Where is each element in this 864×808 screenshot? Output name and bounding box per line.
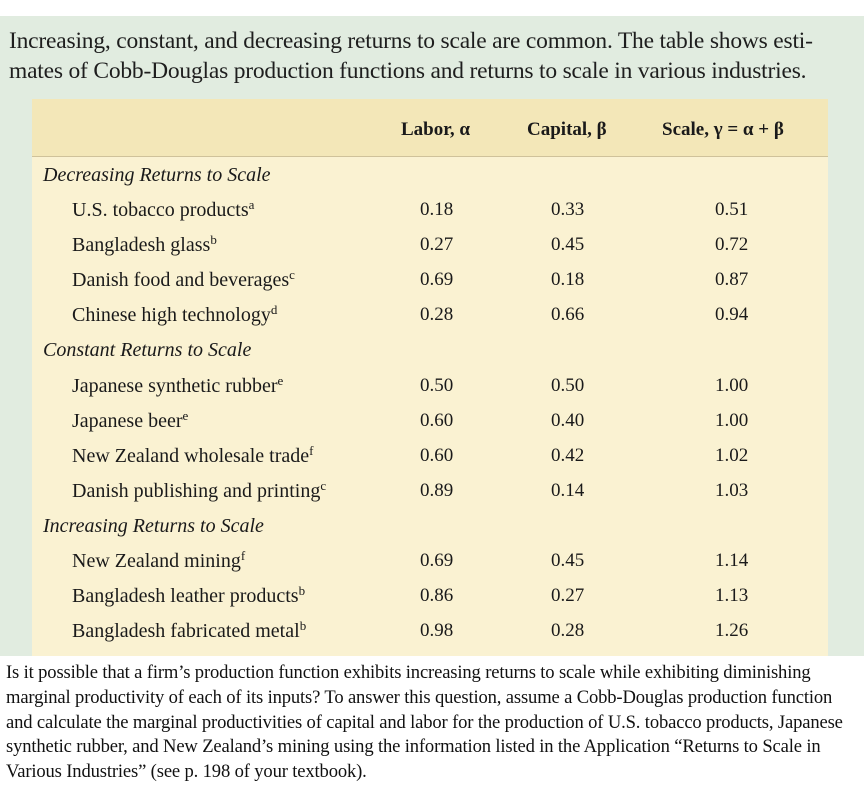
scale-value: 1.26: [715, 620, 749, 641]
col-header-scale: Scale, γ = α + β: [662, 119, 784, 140]
industry-name: Bangladesh leather products$^b$: [72, 583, 306, 607]
footnote-marker: d: [270, 302, 278, 317]
scale-value: 1.13: [715, 585, 749, 606]
capital-value: 0.27: [551, 585, 585, 606]
industry-name: Japanese synthetic rubber$^e$: [72, 373, 284, 397]
footnote-marker: c: [289, 267, 295, 282]
scale-value: 1.02: [715, 445, 749, 466]
table-row: [32, 234, 828, 269]
capital-value: 0.50: [551, 375, 585, 396]
table-row: [32, 550, 828, 585]
capital-value: 0.14: [551, 480, 585, 501]
capital-value: 0.33: [551, 199, 585, 220]
col-header-capital: Capital, β: [527, 119, 607, 140]
scale-value: 1.03: [715, 480, 749, 501]
industry-name: Danish publishing and printing$^c$: [72, 478, 327, 502]
capital-value: 0.66: [551, 304, 585, 325]
labor-value: 0.50: [420, 375, 454, 396]
labor-value: 0.60: [420, 410, 454, 431]
scale-value: 0.94: [715, 304, 749, 325]
footnote-marker: e: [182, 408, 189, 423]
industry-name: Bangladesh glass$^b$: [72, 232, 217, 256]
table-row: [32, 445, 828, 480]
section-title-row: [32, 515, 828, 550]
industry-name: Bangladesh fabricated metal$^b$: [72, 618, 307, 642]
table-row: [32, 480, 828, 515]
industry-name: New Zealand mining$^f$: [72, 548, 246, 572]
capital-value: 0.45: [551, 234, 585, 255]
table-row: [32, 269, 828, 304]
footnote-marker: b: [210, 232, 217, 247]
footnote-marker: c: [320, 478, 327, 493]
table-row: [32, 620, 828, 655]
section-title-row: [32, 339, 828, 374]
scale-value: 0.87: [715, 269, 749, 290]
labor-value: 0.18: [420, 199, 454, 220]
section-title-row: [32, 164, 828, 199]
scale-value: 1.14: [715, 550, 749, 571]
industry-name: Chinese high technology$^d$: [72, 302, 278, 326]
footnote-marker: b: [298, 583, 306, 598]
table-row: [32, 410, 828, 445]
labor-value: 0.28: [420, 304, 454, 325]
scale-value: 0.51: [715, 199, 749, 220]
scale-value: 1.00: [715, 410, 749, 431]
industry-name: New Zealand wholesale trade$^f$: [72, 443, 314, 467]
col-header-labor: Labor, α: [401, 119, 471, 140]
scale-value: 1.00: [715, 375, 749, 396]
scale-value: 0.72: [715, 234, 749, 255]
labor-value: 0.86: [420, 585, 454, 606]
capital-value: 0.18: [551, 269, 585, 290]
returns-to-scale-table: [32, 99, 828, 656]
intro-text: Increasing, constant, and decreasing returns to scale are common. The table shows esti- mates of Cobb-Douglas production functions and returns to scale in various industries.: [9, 28, 813, 84]
question-text: Is it possible that a firm’s production function exhibits increasing returns to scale while exhibiting diminishing marginal productivity of each of its inputs? To answer this question, assume a Cobb-Douglas production function and calculate the marginal productivities of capital and labor for the production of U.S. tobacco products, Japanese synthetic rubber, and New Zealand’s mining using the information listed in the Application “Returns to Scale in Various Industries” (see p. 198 of your textbook).: [6, 662, 843, 783]
table-header-divider: [32, 156, 828, 157]
footnote-marker: f: [240, 548, 246, 563]
footnote-marker: f: [309, 443, 314, 458]
capital-value: 0.42: [551, 445, 585, 466]
labor-value: 0.69: [420, 550, 454, 571]
industry-name: Japanese beer$^e$: [72, 408, 189, 432]
labor-value: 0.27: [420, 234, 454, 255]
labor-value: 0.60: [420, 445, 454, 466]
section-title: Decreasing Returns to Scale: [43, 164, 271, 186]
section-title: Constant Returns to Scale: [43, 339, 252, 361]
footnote-marker: e: [277, 373, 284, 388]
footnote-marker: b: [299, 618, 307, 633]
table-row: [32, 304, 828, 339]
table-row: [32, 585, 828, 620]
capital-value: 0.28: [551, 620, 585, 641]
capital-value: 0.40: [551, 410, 585, 431]
capital-value: 0.45: [551, 550, 585, 571]
labor-value: 0.89: [420, 480, 454, 501]
labor-value: 0.98: [420, 620, 454, 641]
table-row: [32, 375, 828, 410]
industry-name: Danish food and beverages$^c$: [72, 267, 295, 291]
table-row: [32, 199, 828, 234]
labor-value: 0.69: [420, 269, 454, 290]
section-title: Increasing Returns to Scale: [43, 515, 264, 537]
industry-name: U.S. tobacco products$^a$: [72, 197, 255, 221]
footnote-marker: a: [248, 197, 255, 212]
